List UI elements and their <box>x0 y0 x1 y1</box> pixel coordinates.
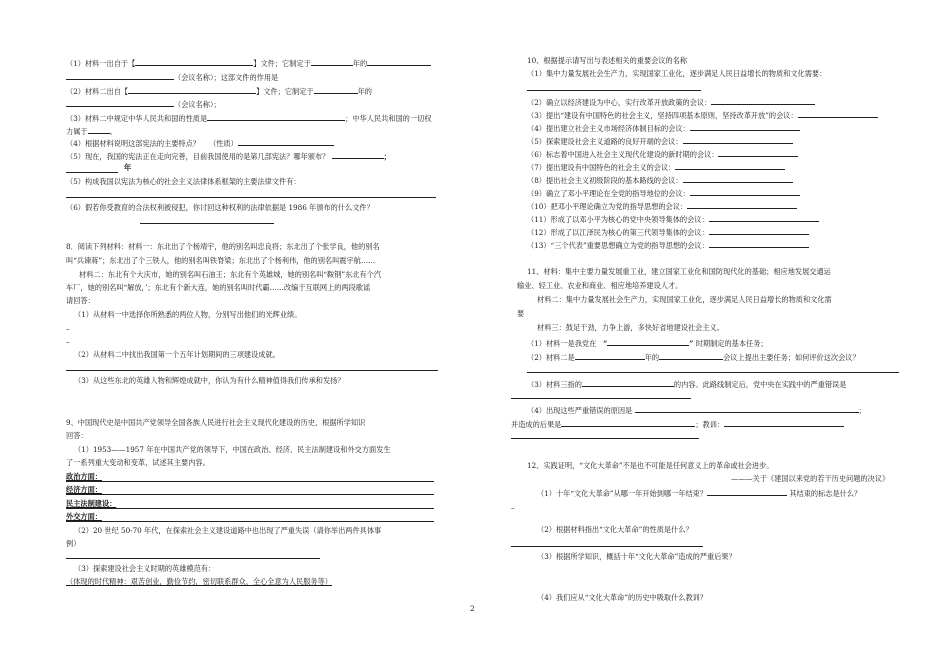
answer-blank[interactable] <box>709 214 819 222</box>
answer-blank[interactable] <box>687 201 797 209</box>
answer-blank[interactable] <box>135 58 253 66</box>
q9-line-3: （1）1953——1957 年在中国共产党的领导下，中国在政治、经济、民主法制建设和外交方面发生 <box>74 445 391 454</box>
answer-line[interactable] <box>140 223 274 224</box>
answer-blank[interactable] <box>683 175 793 183</box>
q8-line-3: 材料二：东北有个大庆市，她的别名叫石油王；东北有个英雄城，她的别名叫“鞍钢”东北有个汽 <box>79 270 382 279</box>
answer-line[interactable] <box>66 197 436 198</box>
q9-line-5: （2）20 世纪 50-70 年代，在探索社会主义建设道路中也出现了严重失误（请你举出两件具体事 <box>74 526 382 535</box>
answer-blank[interactable] <box>718 149 798 157</box>
q10-line-12: （11）形成了以邓小平为核心的党中央领导集体的会议： <box>527 214 819 223</box>
q8-dash-1: – <box>66 324 70 333</box>
answer-line[interactable] <box>66 370 438 371</box>
page-number: 2 <box>470 604 475 613</box>
answer-blank[interactable] <box>709 227 809 235</box>
q7-line-9: 年 <box>124 163 132 172</box>
q10-line-14: （13）“三个代表”重要思想确立为党的指导思想的会议： <box>527 240 809 249</box>
answer-blank[interactable] <box>709 240 809 248</box>
answer-blank[interactable] <box>690 123 800 131</box>
q10-line-4: （3）提出“建设有中国特色的社会主义，坚持四项基本原则，坚持改革开放”的会议： <box>527 110 878 119</box>
answer-blank[interactable] <box>332 151 384 159</box>
q10-line-9: （8）提出社会主义初级阶段的基本路线的会议： <box>527 175 793 184</box>
q10-line-8: （7）提出建设有中国特色的社会主义的会议： <box>527 162 785 171</box>
q7-line-1: （1）材料一出自于【 】文件；它制定于 年的 <box>66 58 431 67</box>
q10-line-13: （12）形成了以江泽民为核心的第三代领导集体的会议： <box>527 227 809 236</box>
q10-line-6: （5）探索建设社会主义道路的良好开端的会议： <box>527 136 793 145</box>
answer-line[interactable] <box>66 172 118 173</box>
answer-line[interactable] <box>66 558 320 559</box>
q7-line-4: （会议名称）； <box>66 99 221 108</box>
answer-blank[interactable] <box>635 405 859 413</box>
answer-blank[interactable] <box>690 188 800 196</box>
q9-line-6: 例） <box>66 539 81 548</box>
q9-line-7: （3）探索建设社会主义时期的英雄模范有： <box>74 564 216 573</box>
q7-line-7: （4）根据材料说明这部宪法的主要特点？ （性质） <box>66 138 334 147</box>
q8-dash-2: – <box>66 337 70 346</box>
q8-line-7: （2）从材料二中找出我国第一个五年计划期间的三项建设成就。 <box>74 350 280 359</box>
q10-line-2: （1）集中力量发展社会生产力，实现国家工业化，逐步满足人民日益增长的物质和文化需要： <box>527 69 827 78</box>
q7-line-11: （6）假若你受教育的合法权利被侵犯，你讨回这种权利的法律依据是 1986 年颁布的什么文件？ <box>66 203 374 212</box>
q9-line-2: 回答： <box>66 431 88 440</box>
q8-line-4: 车厂，她的别名叫“解放，’；东北有个新大连，她的别名叫时代霸……改编于互联网上的两段歌谣 <box>66 283 371 292</box>
q12-line-5: （3）根据所学知识，概括十年“文化大革命”造成的严重后果？ <box>537 552 736 561</box>
q9-economy: 经济方面： <box>66 485 102 494</box>
q11-line-2: 输业、轻工业、农业和商业、相应地培养建设人才。 <box>517 281 683 290</box>
answer-blank[interactable] <box>128 86 256 94</box>
answer-blank[interactable] <box>311 58 353 66</box>
q11-line-6: （1）材料一是我党在 “ ” 时期制定的基本任务； <box>527 339 768 348</box>
q8-line-8: （3）从这些东北的英雄人物和辉煌成就中，你认为有什么精神值得我们传承和发扬？ <box>74 376 345 385</box>
q9-politics: 政治方面： <box>66 472 102 481</box>
q10-line-7: （6）标志着中国进入社会主义现代化建设的新时期的会议： <box>527 149 798 158</box>
q9-line-1: 9、中国现代史是中国共产党领导全国各族人民进行社会主义现代化建设的历史，根据所学知识 <box>66 418 366 427</box>
answer-line[interactable] <box>66 508 434 509</box>
answer-blank[interactable] <box>683 136 793 144</box>
q11-line-7: （2）材料二是 年的 会议上提出主要任务；如何评价这次会议？ <box>527 353 860 362</box>
q9-line-4: 了一系列重大变动和变革，试述其主要内容。 <box>66 458 210 467</box>
answer-blank[interactable] <box>707 488 787 496</box>
q11-line-8: （3）材料三指的 的内容。此路线制定后，党中央在实践中的严重错误是 <box>527 380 847 389</box>
q8-line-1: 8．阅读下列材料：材料一：东北出了个杨靖宇，他的别名叫忠良将；东北出了个张学良，他的别名 <box>66 242 380 251</box>
q11-line-10: 并造成的后果是 ；教训： <box>511 419 844 428</box>
answer-line[interactable] <box>511 546 703 547</box>
q12-line-6: （4）我们应从“文化大革命”的历史中吸取什么教训？ <box>537 593 708 602</box>
answer-blank[interactable] <box>607 338 689 346</box>
answer-line[interactable] <box>511 398 691 399</box>
q10-line-10: （9）确立了邓小平理论在全党的指导地位的会议： <box>527 188 800 197</box>
q8-line-2: 叫“兵谏蒋”；东北出了个三铁人，他的别名叫铁脊梁；东北出了个杨利伟，他的别名叫震宇航…… <box>66 256 376 265</box>
q9-line-8: （体现的时代精神：艰苦创业，勤俭节约，密切联系群众，全心全意为人民服务等） <box>66 577 332 586</box>
q12-line-3: （1）十年“文化大革命”从哪一年开始到哪一年结束？ 其结束的标志是什么？ <box>537 489 862 498</box>
answer-line[interactable] <box>511 438 699 439</box>
q12-line-2: ———关于《建国以来党的若干历史问题的决议》 <box>731 474 890 483</box>
answer-blank[interactable] <box>582 379 674 387</box>
q9-democracy: 民主法制建设： <box>66 499 117 508</box>
answer-blank[interactable] <box>561 419 695 427</box>
answer-line[interactable] <box>66 521 434 522</box>
answer-line[interactable] <box>66 481 434 482</box>
q9-diplomacy: 外交方面： <box>66 512 102 521</box>
answer-blank[interactable] <box>66 99 174 107</box>
answer-blank[interactable] <box>575 352 645 360</box>
answer-blank[interactable] <box>88 126 110 134</box>
q11-line-1: 11、材料：集中主要力量发展重工业，建立国家工业化和国防现代化的基础；相应地发展交通运 <box>527 267 831 276</box>
answer-line[interactable] <box>527 90 701 91</box>
q8-line-5: 请回答： <box>66 296 95 305</box>
answer-blank[interactable] <box>659 352 723 360</box>
q10-line-3: （2）确立以经济建设为中心，实行改革开放政策的会议： <box>527 97 815 106</box>
answer-blank[interactable] <box>367 58 431 66</box>
answer-blank[interactable] <box>711 97 815 105</box>
q7-line-5: （3）材料二中规定中华人民共和国的性质是 ；中华人民共和国的一切权 <box>66 114 432 123</box>
q7-line-8: （5）现在，我国的宪法正在走向完善，目前我国使用的是第几部宪法？哪年颁布？ ； <box>66 152 391 161</box>
q7-line-10: （5）构成我国以宪法为核心的社会主义法律体系框架的主要法律文件有： <box>66 177 301 186</box>
q12-line-1: 12、实践证明，“文化大革命”不是也不可能是任何意义上的革命或社会进步。 <box>527 461 774 470</box>
q7-line-6: 力属于 。 <box>66 127 117 136</box>
answer-blank[interactable] <box>724 419 844 427</box>
q8-line-6: （1）从材料一中选择你所熟悉的两位人物，分别写出他们的光辉业绩。 <box>74 310 302 319</box>
answer-line[interactable] <box>527 372 899 373</box>
q11-line-4: 要 <box>517 309 525 318</box>
answer-blank[interactable] <box>314 86 358 94</box>
q10-line-1: 10、根据提示请写出与表述相关的重要会议的名称 <box>527 56 688 65</box>
q10-line-5: （4）提出建立社会主义市场经济体制目标的会议： <box>527 123 800 132</box>
answer-blank[interactable] <box>798 110 878 118</box>
q12-dash-1: – <box>511 503 515 512</box>
answer-blank[interactable] <box>675 162 785 170</box>
q11-line-9: （4）出现这些严重错误的原因是 ； <box>527 406 866 415</box>
q7-line-2: （会议名称）；这部文件的作用是 <box>66 72 278 81</box>
answer-line[interactable] <box>66 494 434 495</box>
q12-line-4: （2）根据材料指出“文化大革命”的性质是什么？ <box>537 525 693 534</box>
answer-blank[interactable] <box>207 113 345 121</box>
answer-blank[interactable] <box>238 138 334 146</box>
q10-line-11: （10）把邓小平理论确立为党的指导思想的会议： <box>527 201 797 210</box>
q7-line-3: （2）材料二出自【 】文件；它制定于 年的 <box>66 87 372 96</box>
q11-line-3: 材料二：集中力量发展社会生产力，实现国家工业化，逐步满足人民日益增长的物质和文化需 <box>537 295 832 304</box>
q11-line-5: 材料三：鼓足干劲，力争上游，多快好省地建设社会主义。 <box>537 323 724 332</box>
answer-blank[interactable] <box>66 72 174 80</box>
